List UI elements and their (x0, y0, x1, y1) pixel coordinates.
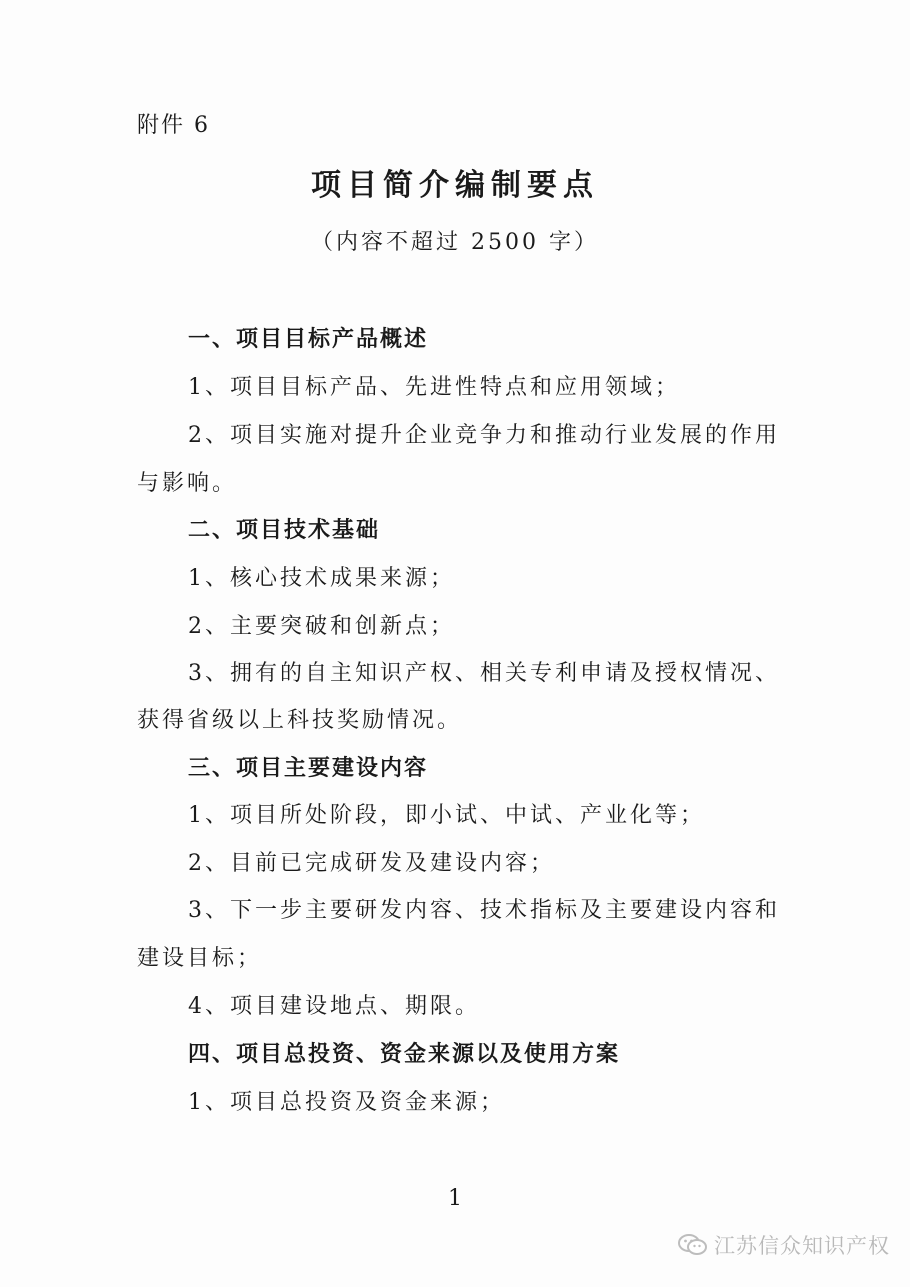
section-1-line-3: 与影响。 (137, 471, 238, 496)
section-heading-2: 二、项目技术基础 (188, 518, 381, 543)
section-2-line-4: 获得省级以上科技奖励情况。 (137, 708, 463, 733)
section-2-line-1: 1、核心技术成果来源； (188, 566, 455, 591)
document-subtitle: （内容不超过 2500 字） (311, 230, 599, 255)
wechat-icon (678, 1233, 708, 1257)
watermark (678, 1230, 890, 1260)
section-heading-3: 三、项目主要建设内容 (188, 756, 429, 781)
section-1-line-2: 2、项目实施对提升企业竞争力和推动行业发展的作用 (188, 423, 780, 448)
annex-label: 附件 6 (137, 113, 210, 138)
section-3-line-2: 2、目前已完成研发及建设内容； (188, 851, 555, 876)
section-3-line-3: 3、下一步主要研发内容、技术指标及主要建设内容和 (188, 898, 780, 923)
watermark-text: 江苏信众知识产权 (714, 1234, 890, 1258)
page-number: 1 (448, 1186, 462, 1211)
section-3-line-4: 建设目标； (137, 946, 263, 971)
section-2-line-2: 2、主要突破和创新点； (188, 614, 455, 639)
section-3-line-1: 1、项目所处阶段，即小试、中试、产业化等； (188, 803, 705, 828)
section-heading-1: 一、项目目标产品概述 (188, 327, 429, 352)
document-title: 项目简介编制要点 (311, 168, 599, 203)
section-3-line-5: 4、项目建设地点、期限。 (188, 994, 480, 1019)
section-2-line-3: 3、拥有的自主知识产权、相关专利申请及授权情况、 (188, 661, 780, 686)
section-4-line-1: 1、项目总投资及资金来源； (188, 1090, 505, 1115)
section-heading-4: 四、项目总投资、资金来源以及使用方案 (188, 1042, 621, 1067)
section-1-line-1: 1、项目目标产品、先进性特点和应用领域； (188, 375, 680, 400)
